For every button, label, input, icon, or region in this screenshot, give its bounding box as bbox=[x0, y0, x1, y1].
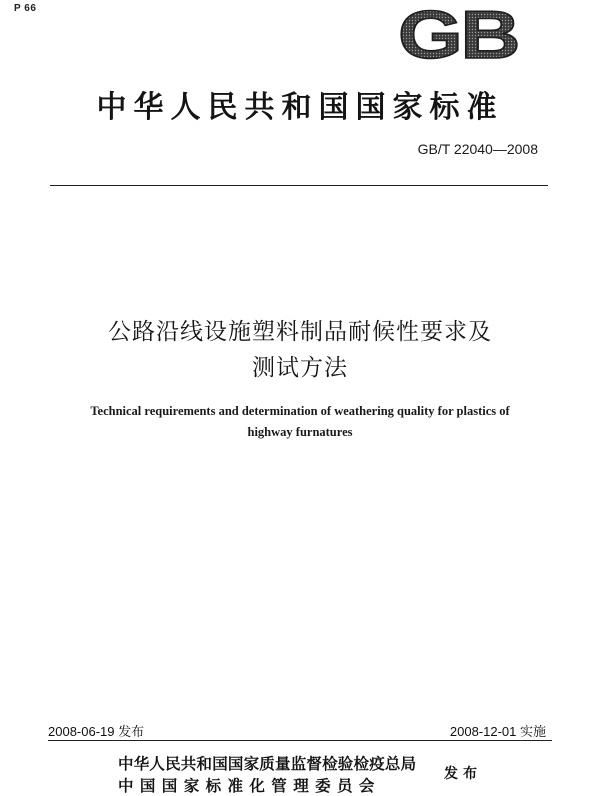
implementation-date: 2008-12-01 实施 bbox=[449, 724, 546, 739]
gb-logo bbox=[396, 4, 520, 60]
chinese-title-line1: 公路沿线设施塑料制品耐候性要求及 bbox=[108, 319, 492, 345]
chinese-title-line2: 测试方法 bbox=[252, 355, 348, 381]
gb-logo-text: GB bbox=[398, 4, 518, 60]
issue-date: 2008-06-19 发布 bbox=[48, 724, 145, 739]
ics-code: P 66 bbox=[14, 3, 37, 14]
english-title-line2: highway furnatures bbox=[247, 425, 353, 439]
english-title-line1: Technical requirements and determination of weathering quality for plastics of bbox=[90, 404, 510, 418]
national-standard-title: 中华人民共和国国家标准 bbox=[96, 90, 504, 125]
publish-label: 发布 bbox=[444, 766, 482, 782]
standard-number: GB/T 22040—2008 bbox=[417, 141, 538, 157]
footer-divider bbox=[48, 740, 552, 741]
header-divider bbox=[50, 185, 548, 186]
issuer-aqsiq: 中华人民共和国国家质量监督检验检疫总局 bbox=[118, 755, 417, 773]
issuer-sac: 中国国家标准化管理委员会 bbox=[118, 777, 381, 795]
